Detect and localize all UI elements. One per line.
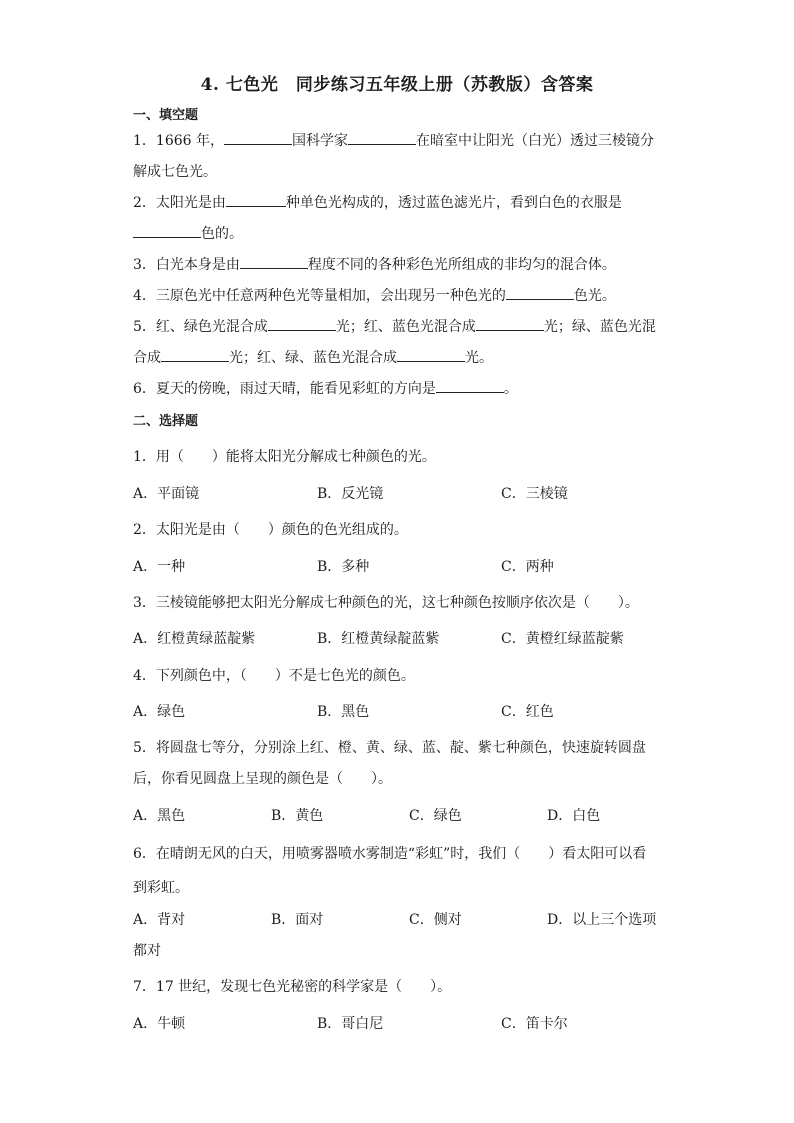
- answer-blank[interactable]: [161, 347, 229, 362]
- answer-blank[interactable]: [397, 347, 465, 362]
- question-2-line-1: [133, 192, 622, 212]
- mc1-option-b[interactable]: B．反光镜: [317, 486, 384, 502]
- mc-question-6-stem-line-1: 6．在晴朗无风的白天，用喷雾器喷水雾制造“彩虹”时，我们（ ）看太阳可以看: [133, 846, 647, 862]
- q3-text-a: 3．白光本身是由: [133, 257, 240, 273]
- q5-text-e: 光；红、绿、蓝色光混合成: [229, 350, 397, 366]
- question-1-line-1: [133, 130, 654, 150]
- mc7-option-c[interactable]: C．笛卡尔: [501, 1016, 568, 1032]
- answer-blank[interactable]: [476, 316, 544, 331]
- q5-text-c: 光；绿、蓝色光混: [543, 319, 656, 335]
- q2-text-b: 种单色光构成的，透过蓝色滤光片，看到白色的衣服是: [285, 195, 622, 211]
- mc4-option-a[interactable]: A．绿色: [133, 704, 186, 720]
- mc4-option-b[interactable]: B．黑色: [317, 704, 370, 720]
- q5-text-a: 5．红、绿色光混合成: [133, 319, 268, 335]
- mc6-option-c[interactable]: C．侧对: [409, 912, 462, 928]
- mc-question-5-stem-line-1: 5．将圆盘七等分，分别涂上红、橙、黄、绿、蓝、靛、紫七种颜色，快速旋转圆盘: [133, 740, 646, 756]
- mc3-option-b[interactable]: B．红橙黄绿靛蓝紫: [317, 631, 440, 647]
- question-3: [133, 254, 616, 274]
- mc3-option-c[interactable]: C．黄橙红绿蓝靛紫: [501, 631, 624, 647]
- mc-question-7-stem: 7．17 世纪，发现七色光秘密的科学家是（ ）。: [133, 979, 452, 995]
- mc-question-3-stem: 3．三棱镜能够把太阳光分解成七种颜色的光，这七种颜色按顺序依次是（ ）。: [133, 595, 639, 611]
- question-1-line-2: 解成七色光。: [133, 164, 217, 180]
- question-4: [133, 285, 616, 305]
- section-heading-fill-blank: 一、填空题: [133, 108, 199, 123]
- q2-text-c: 色的。: [201, 226, 243, 242]
- answer-blank[interactable]: [436, 378, 504, 393]
- q6-text-a: 6．夏天的傍晚，雨过天晴，能看见彩虹的方向是: [133, 381, 436, 397]
- q6-text-b: 。: [503, 381, 518, 397]
- q5-text-d: 合成: [133, 350, 161, 366]
- q4-text-b: 色光。: [573, 288, 616, 304]
- q5-text-f: 光。: [465, 350, 493, 366]
- mc5-option-c[interactable]: C．绿色: [409, 808, 462, 824]
- q1-text-c: 在暗室中让阳光（白光）透过三棱镜分: [416, 133, 654, 149]
- question-5-line-1: [133, 316, 656, 336]
- mc2-option-c[interactable]: C．两种: [501, 559, 554, 575]
- mc7-option-a[interactable]: A．牛顿: [133, 1016, 186, 1032]
- mc3-option-a[interactable]: A．红橙黄绿蓝靛紫: [133, 631, 256, 647]
- answer-blank[interactable]: [348, 130, 416, 145]
- mc2-option-b[interactable]: B．多种: [317, 559, 370, 575]
- q1-text-b: 国科学家: [292, 133, 348, 149]
- question-2-line-2: [133, 223, 243, 243]
- mc6-option-a[interactable]: A．背对: [133, 912, 186, 928]
- q3-text-b: 程度不同的各种彩色光所组成的非均匀的混合体。: [307, 257, 616, 273]
- answer-blank[interactable]: [224, 130, 292, 145]
- mc-question-5-stem-line-2: 后，你看见圆盘上呈现的颜色是（ ）。: [133, 771, 392, 787]
- answer-blank[interactable]: [240, 254, 308, 269]
- mc6-option-b[interactable]: B．面对: [271, 912, 324, 928]
- mc6-option-d[interactable]: D．以上三个选项: [547, 912, 657, 928]
- q2-text-a: 2．太阳光是由: [133, 195, 226, 211]
- section-heading-multiple-choice: 二、选择题: [133, 414, 199, 429]
- page-title: 4. 七色光 同步练习五年级上册（苏教版）含答案: [200, 75, 594, 95]
- mc-question-1-stem: 1．用（ ）能将太阳光分解成七种颜色的光。: [133, 449, 436, 465]
- mc-question-4-stem: 4．下列颜色中，（ ）不是七色光的颜色。: [133, 668, 415, 684]
- mc2-option-a[interactable]: A．一种: [133, 559, 186, 575]
- answer-blank[interactable]: [268, 316, 336, 331]
- mc-question-2-stem: 2．太阳光是由（ ）颜色的色光组成的。: [133, 522, 408, 538]
- q4-text-a: 4．三原色光中任意两种色光等量相加，会出现另一种色光的: [133, 288, 506, 304]
- mc-question-6-stem-line-2: 到彩虹。: [133, 880, 189, 896]
- answer-blank[interactable]: [226, 192, 286, 207]
- mc5-option-b[interactable]: B．黄色: [271, 808, 324, 824]
- mc5-option-a[interactable]: A．黑色: [133, 808, 186, 824]
- mc1-option-c[interactable]: C．三棱镜: [501, 486, 568, 502]
- question-6: [133, 378, 518, 398]
- q1-text-a: 1．1666 年，: [133, 133, 224, 149]
- mc4-option-c[interactable]: C．红色: [501, 704, 554, 720]
- mc6-option-d-continuation: 都对: [133, 943, 161, 959]
- mc7-option-b[interactable]: B．哥白尼: [317, 1016, 384, 1032]
- mc1-option-a[interactable]: A．平面镜: [133, 486, 200, 502]
- question-5-line-2: [133, 347, 493, 367]
- answer-blank[interactable]: [506, 285, 574, 300]
- mc5-option-d[interactable]: D．白色: [547, 808, 601, 824]
- answer-blank[interactable]: [133, 223, 201, 238]
- q5-text-b: 光；红、蓝色光混合成: [335, 319, 476, 335]
